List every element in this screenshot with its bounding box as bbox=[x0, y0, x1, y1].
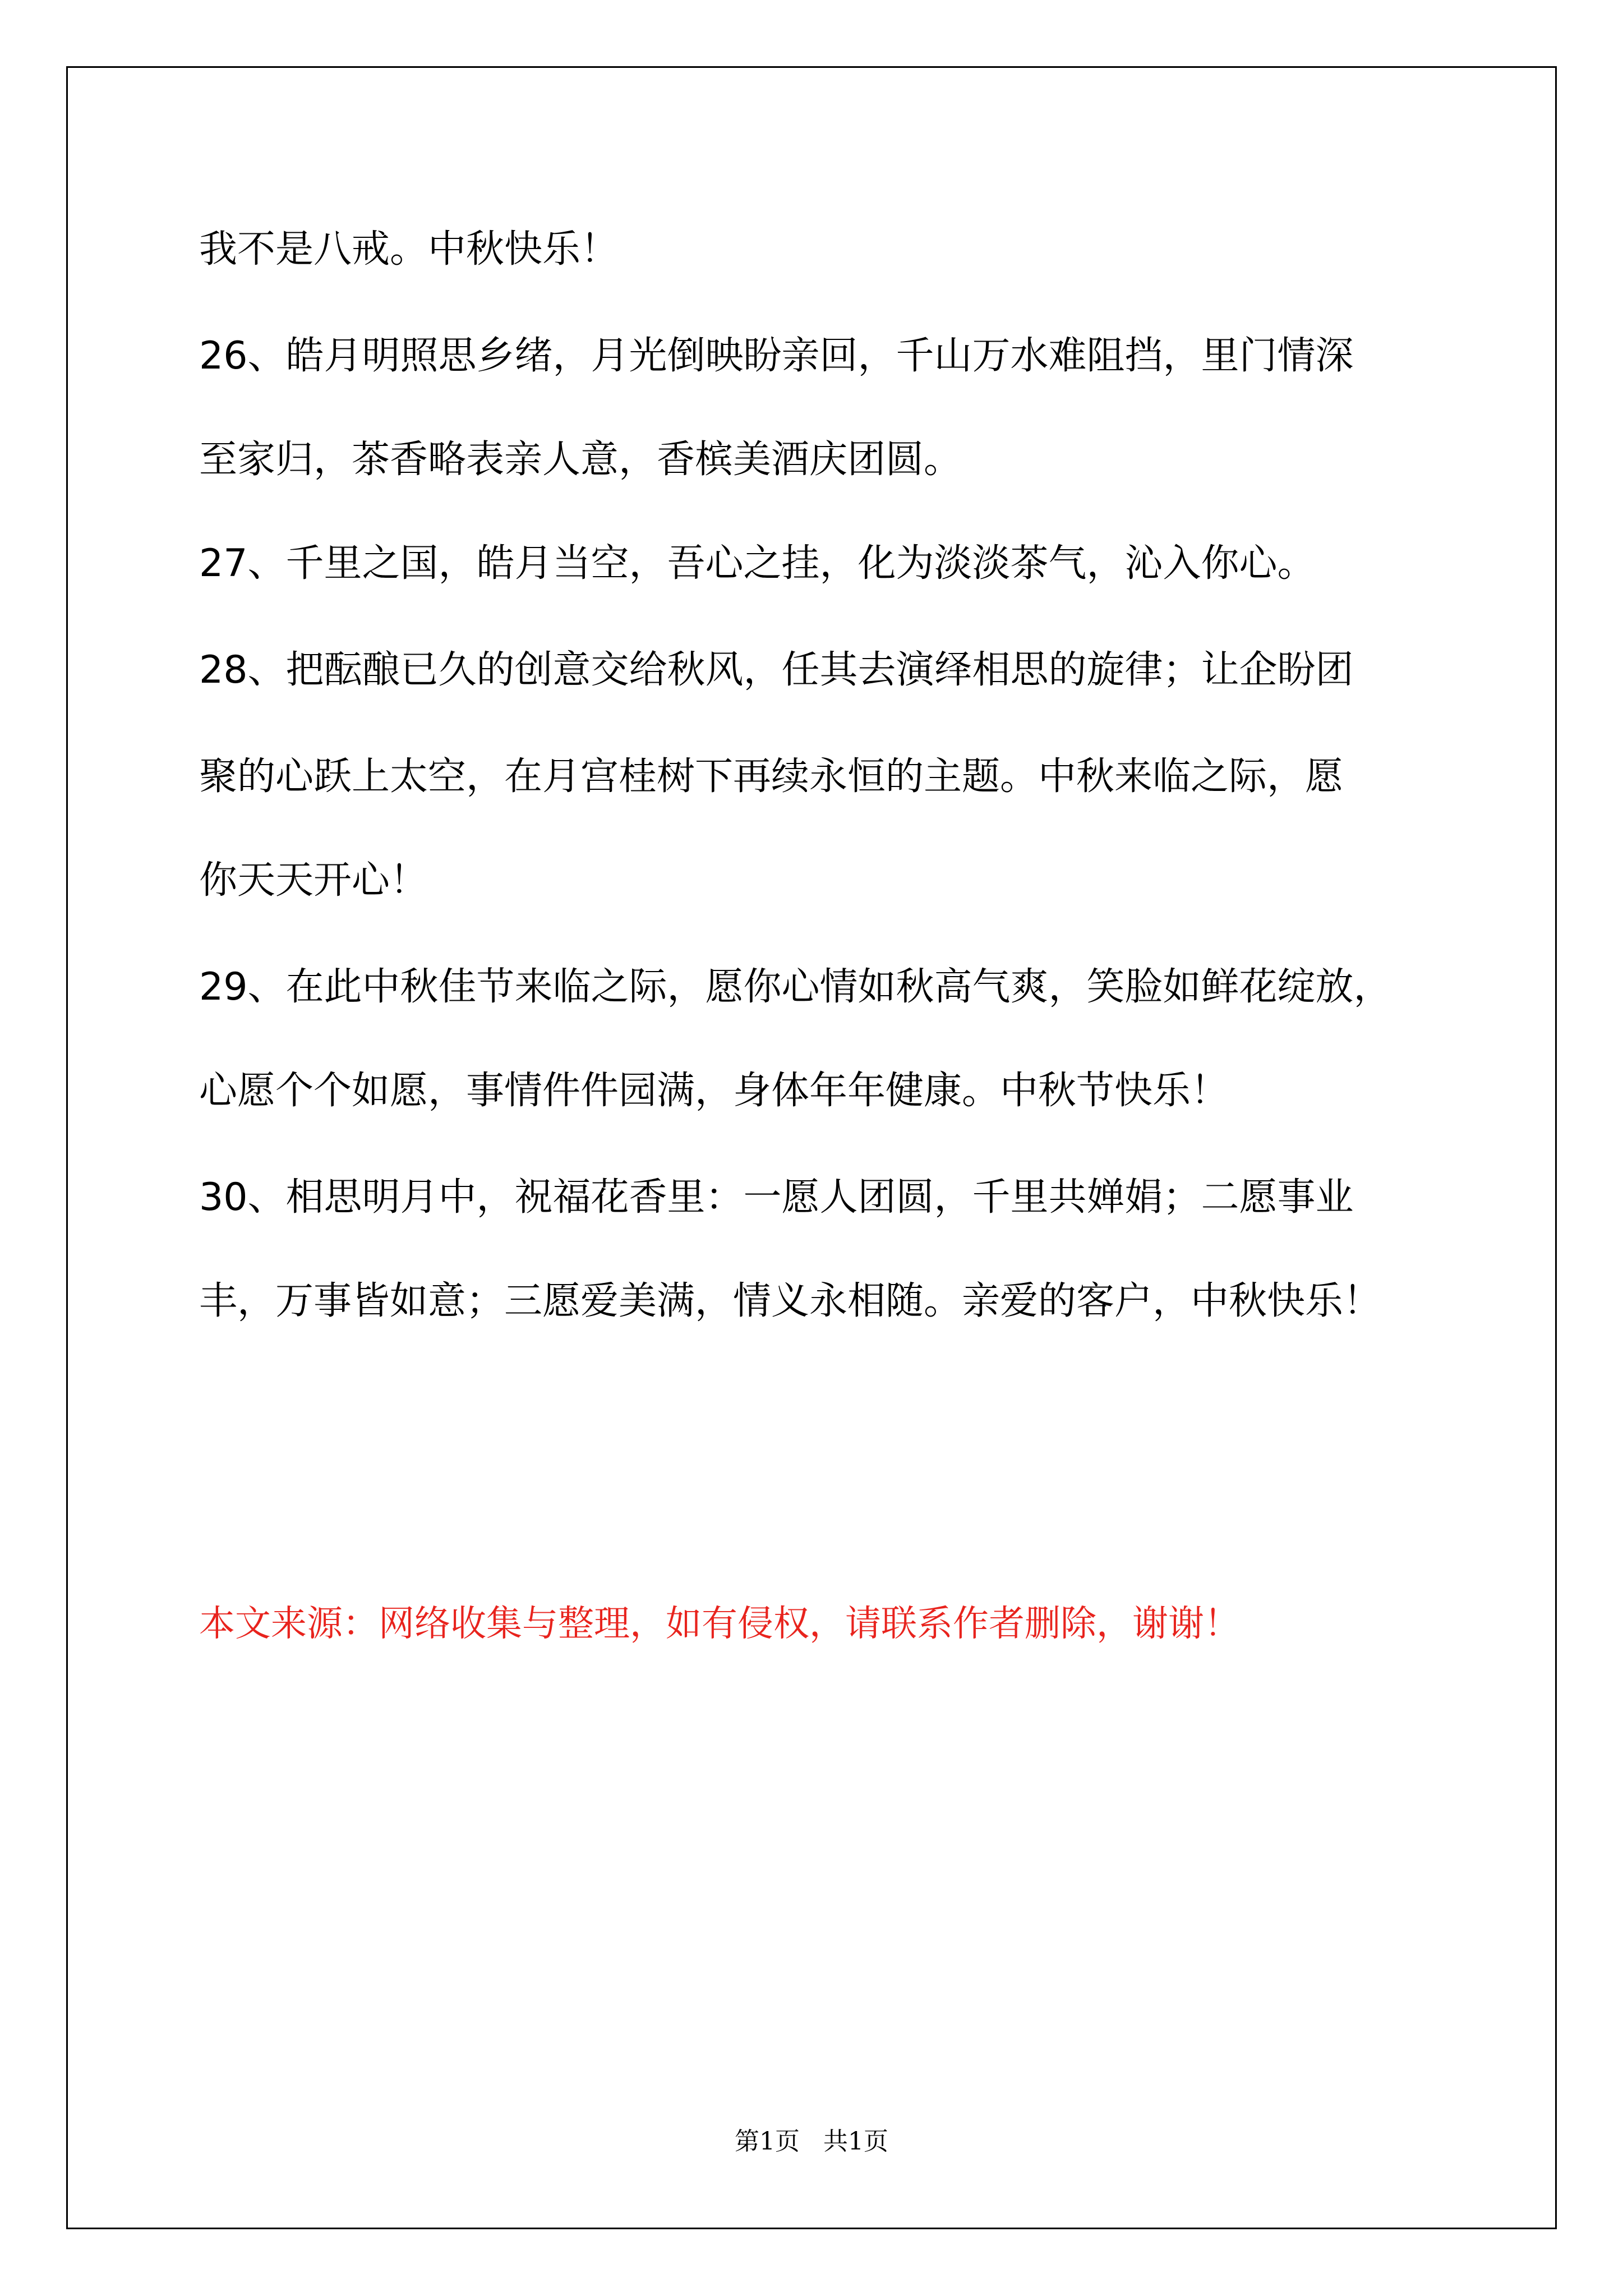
body-line: 27、千里之国，皓月当空，吾心之挂，化为淡淡茶气，沁入你心。 bbox=[199, 541, 1316, 586]
source-note: 本文来源：网络收集与整理，如有侵权，请联系作者删除，谢谢！ bbox=[199, 1603, 1240, 1645]
body-line: 我不是八戒。中秋快乐！ bbox=[199, 227, 619, 272]
body-line: 丰，万事皆如意；三愿爱美满，情义永相随。亲爱的客户，中秋快乐！ bbox=[199, 1279, 1382, 1323]
page-number-footer: 第1页 共1页 bbox=[735, 2127, 888, 2156]
body-line: 30、相思明月中，祝福花香里：一愿人团圆，千里共婵娟；二愿事业 bbox=[199, 1175, 1354, 1220]
body-line: 26、皓月明照思乡绪，月光倒映盼亲回，千山万水难阻挡，里门情深 bbox=[199, 334, 1354, 378]
body-line: 心愿个个如愿，事情件件园满，身体年年健康。中秋节快乐！ bbox=[199, 1069, 1229, 1113]
body-line: 聚的心跃上太空，在月宫桂树下再续永恒的主题。中秋来临之际，愿 bbox=[199, 754, 1344, 799]
body-line: 28、把酝酿已久的创意交给秋风，任其去演绎相思的旋律；让企盼团 bbox=[199, 648, 1354, 692]
body-line: 你天天开心！ bbox=[199, 858, 428, 903]
body-line: 至家归，茶香略表亲人意，香槟美酒庆团圆。 bbox=[199, 438, 962, 482]
page-border bbox=[66, 66, 1557, 2229]
body-line: 29、在此中秋佳节来临之际，愿你心情如秋高气爽，笑脸如鲜花绽放， bbox=[199, 965, 1392, 1009]
